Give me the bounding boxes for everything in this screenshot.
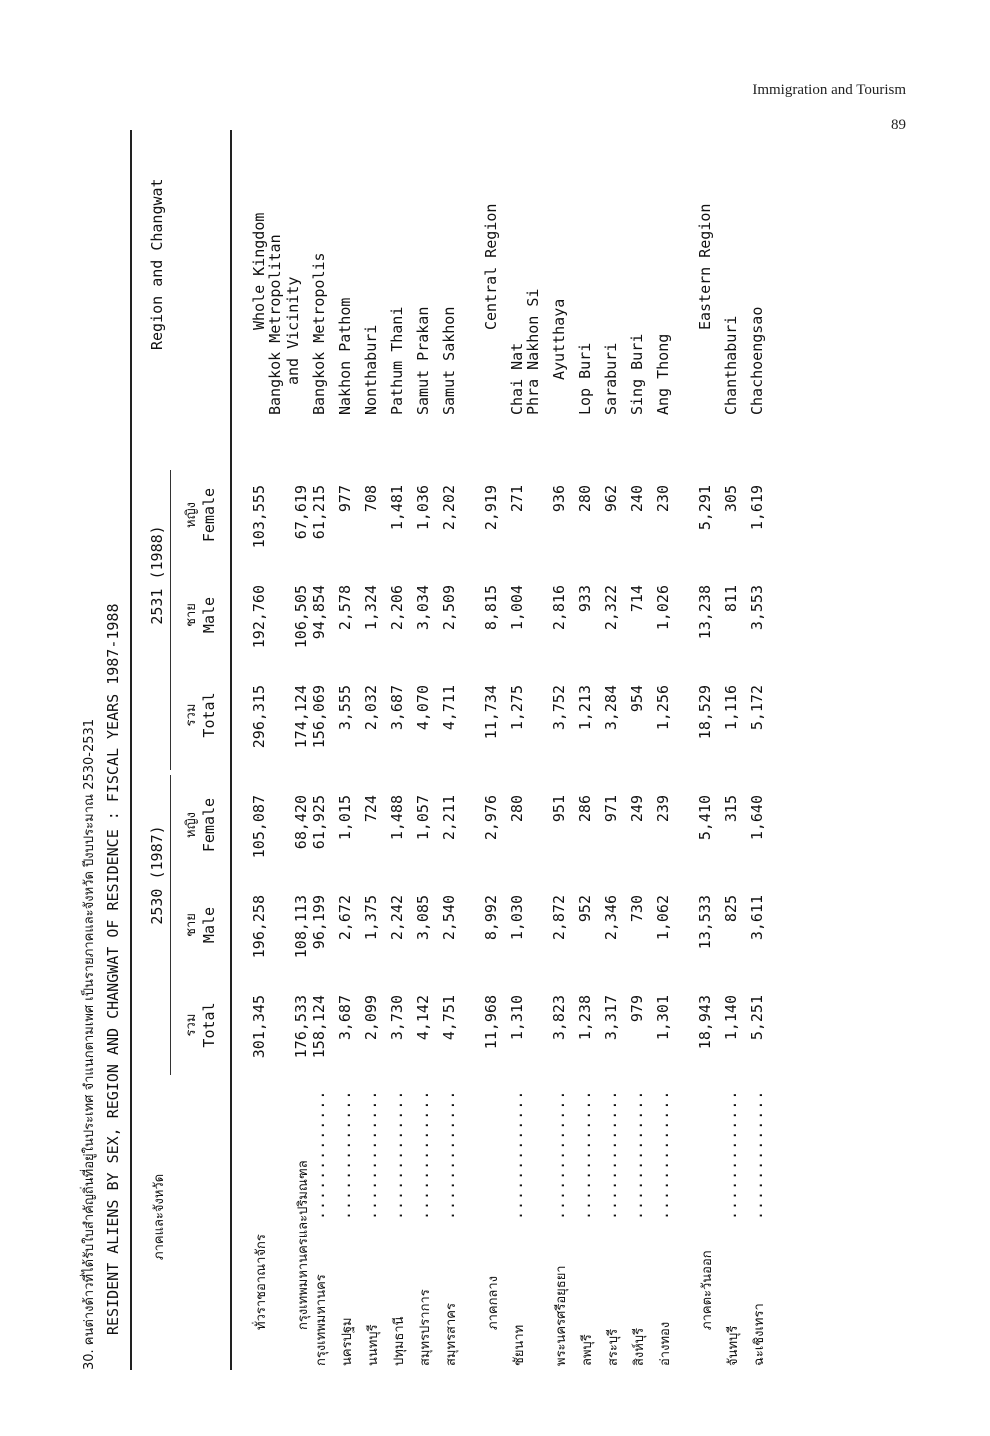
cell-female-1987: 105,087	[250, 795, 268, 859]
cell-total-1987: 5,251	[748, 995, 766, 1041]
row-label-thai: นครปฐม	[340, 1317, 355, 1366]
cell-female-1987: 1,640	[748, 795, 766, 841]
row-label-english: Phra Nakhon Si	[524, 288, 542, 415]
leader-dots: .............	[550, 1089, 568, 1220]
row-label-thai: สมุทรปราการ	[418, 1289, 433, 1366]
row-label-thai: ภาคกลาง	[486, 1275, 501, 1330]
row-label-english: Chachoengsao	[748, 306, 766, 415]
row-label-thai: ปทุมธานี	[392, 1316, 407, 1366]
cell-total-1987: 301,345	[250, 995, 268, 1059]
cell-total-1988: 3,752	[550, 685, 568, 731]
header-bottom-rule	[230, 130, 232, 1370]
leader-dots: .............	[628, 1089, 646, 1220]
col-header-total-1987: Total	[200, 1002, 218, 1048]
section-title: Immigration and Tourism	[752, 82, 906, 98]
cell-total-1987: 979	[628, 995, 646, 1023]
cell-total-1987: 4,751	[440, 995, 458, 1041]
row-label-english: Nakhon Pathom	[336, 297, 354, 415]
leader-dots: .............	[576, 1089, 594, 1220]
col-header-region-thai: ภาคและจังหวัด	[152, 1173, 167, 1260]
cell-male-1988: 2,816	[550, 585, 568, 631]
cell-male-1988: 3,034	[414, 585, 432, 631]
row-label-english: Chai Nat	[508, 342, 526, 415]
row-label-english: Pathum Thani	[388, 306, 406, 415]
cell-total-1988: 3,555	[336, 685, 354, 731]
cell-total-1987: 3,687	[336, 995, 354, 1041]
leader-dots: .............	[388, 1089, 406, 1220]
cell-total-1987: 18,943	[696, 995, 714, 1050]
cell-female-1988: 271	[508, 485, 526, 513]
cell-male-1988: 3,553	[748, 585, 766, 631]
cell-male-1988: 192,760	[250, 585, 268, 649]
row-label-english: Saraburi	[602, 342, 620, 415]
cell-total-1988: 18,529	[696, 685, 714, 740]
cell-female-1988: 280	[576, 485, 594, 513]
col-header-male-1987: Male	[200, 906, 218, 944]
row-label-english: Ang Thong	[654, 333, 672, 415]
cell-female-1987: 315	[722, 795, 740, 823]
leader-dots: .............	[508, 1089, 526, 1220]
cell-total-1988: 1,213	[576, 685, 594, 731]
leader-dots: .............	[440, 1089, 458, 1220]
year-header-1988: 2531 (1988)	[148, 525, 166, 625]
col-header-total-1988-thai: รวม	[184, 703, 199, 727]
cell-female-1987: 2,976	[482, 795, 500, 841]
cell-male-1988: 94,854	[310, 585, 328, 640]
cell-male-1987: 1,030	[508, 895, 526, 941]
cell-male-1987: 13,533	[696, 895, 714, 950]
cell-total-1988: 4,711	[440, 685, 458, 731]
cell-male-1988: 1,026	[654, 585, 672, 631]
col-header-female-1987-thai: หญิง	[184, 812, 199, 838]
cell-female-1987: 971	[602, 795, 620, 823]
row-label-english: Bangkok Metropolis	[310, 252, 328, 415]
cell-male-1987: 2,872	[550, 895, 568, 941]
cell-female-1988: 61,215	[310, 485, 328, 540]
col-header-male-1988: Male	[200, 596, 218, 634]
cell-male-1987: 2,346	[602, 895, 620, 941]
cell-total-1987: 2,099	[362, 995, 380, 1041]
cell-total-1988: 3,687	[388, 685, 406, 731]
leader-dots: .............	[362, 1089, 380, 1220]
cell-male-1988: 13,238	[696, 585, 714, 640]
cell-female-1987: 1,057	[414, 795, 432, 841]
cell-total-1987: 4,142	[414, 995, 432, 1041]
row-label-english: Whole Kingdom	[250, 212, 268, 330]
cell-female-1987: 5,410	[696, 795, 714, 841]
cell-female-1988: 5,291	[696, 485, 714, 531]
cell-female-1988: 305	[722, 485, 740, 513]
cell-total-1988: 3,284	[602, 685, 620, 731]
year-header-1987: 2530 (1987)	[148, 825, 166, 925]
cell-male-1988: 2,509	[440, 585, 458, 631]
cell-total-1987: 3,730	[388, 995, 406, 1041]
cell-male-1988: 811	[722, 585, 740, 613]
page-number: 89	[891, 117, 906, 133]
table-top-rule	[130, 130, 132, 1370]
cell-total-1988: 5,172	[748, 685, 766, 731]
cell-total-1988: 1,275	[508, 685, 526, 731]
cell-male-1987: 196,258	[250, 895, 268, 959]
cell-male-1988: 1,004	[508, 585, 526, 631]
cell-male-1987: 3,611	[748, 895, 766, 941]
cell-total-1988: 1,256	[654, 685, 672, 731]
leader-dots: .............	[722, 1089, 740, 1220]
cell-female-1987: 239	[654, 795, 672, 823]
cell-total-1987: 158,124	[310, 995, 328, 1059]
cell-female-1988: 977	[336, 485, 354, 513]
col-header-female-1988-thai: หญิง	[184, 502, 199, 528]
cell-male-1987: 2,540	[440, 895, 458, 941]
row-label-english: Lop Buri	[576, 342, 594, 415]
cell-female-1987: 1,488	[388, 795, 406, 841]
row-label-english: Eastern Region	[696, 203, 714, 330]
cell-female-1987: 724	[362, 795, 380, 823]
cell-total-1988: 11,734	[482, 685, 500, 740]
col-header-total-1988: Total	[200, 692, 218, 738]
col-header-male-1987-thai: ชาย	[184, 913, 199, 937]
leader-dots: .............	[654, 1089, 672, 1220]
cell-female-1987: 249	[628, 795, 646, 823]
cell-male-1987: 730	[628, 895, 646, 923]
cell-total-1988: 4,070	[414, 685, 432, 731]
row-label-thai: สิงห์บุรี	[632, 1327, 647, 1366]
col-header-male-1988-thai: ชาย	[184, 603, 199, 627]
cell-male-1987: 3,085	[414, 895, 432, 941]
row-label-english-cont: Ayutthaya	[550, 298, 568, 380]
leader-dots: .............	[310, 1089, 328, 1220]
row-label-english: Nonthaburi	[362, 324, 380, 415]
cell-female-1987: 61,925	[310, 795, 328, 850]
cell-male-1987: 952	[576, 895, 594, 923]
row-label-thai: กรุงเทพมหานคร	[314, 1274, 329, 1366]
cell-female-1988: 2,919	[482, 485, 500, 531]
cell-male-1987: 8,992	[482, 895, 500, 941]
row-label-thai: ภาคตะวันออก	[700, 1250, 715, 1330]
row-label-thai: สระบุรี	[606, 1328, 621, 1366]
cell-female-1988: 1,036	[414, 485, 432, 531]
row-label-english: Samut Sakhon	[440, 306, 458, 415]
cell-female-1987: 2,211	[440, 795, 458, 841]
cell-female-1988: 67,619	[292, 485, 310, 540]
cell-female-1987: 68,420	[292, 795, 310, 850]
cell-male-1988: 714	[628, 585, 646, 613]
row-label-thai: นนทบุรี	[366, 1324, 381, 1366]
cell-male-1988: 106,505	[292, 585, 310, 649]
year-rule-1987	[170, 775, 171, 1075]
row-label-thai: พระนครศรีอยุธยา	[554, 1265, 569, 1366]
cell-female-1988: 103,555	[250, 485, 268, 549]
cell-male-1987: 2,242	[388, 895, 406, 941]
row-label-thai: สมุทรสาคร	[444, 1303, 459, 1366]
cell-male-1988: 2,206	[388, 585, 406, 631]
cell-female-1987: 286	[576, 795, 594, 823]
col-header-female-1987: Female	[200, 797, 218, 853]
cell-total-1988: 296,315	[250, 685, 268, 749]
cell-total-1988: 1,116	[722, 685, 740, 731]
cell-female-1987: 951	[550, 795, 568, 823]
rotated-table-page	[70, 70, 950, 1370]
row-label-english: Central Region	[482, 203, 500, 330]
cell-female-1987: 280	[508, 795, 526, 823]
cell-female-1988: 230	[654, 485, 672, 513]
leader-dots: .............	[336, 1089, 354, 1220]
cell-female-1988: 240	[628, 485, 646, 513]
cell-total-1988: 954	[628, 685, 646, 713]
cell-male-1988: 8,815	[482, 585, 500, 631]
row-label-thai: กรุงเทพมหานครและปริมณฑล	[296, 1160, 311, 1330]
cell-male-1987: 2,672	[336, 895, 354, 941]
cell-male-1987: 825	[722, 895, 740, 923]
row-label-english-cont: and Vicinity	[284, 276, 302, 385]
cell-female-1988: 1,481	[388, 485, 406, 531]
row-label-english: Samut Prakan	[414, 306, 432, 415]
cell-total-1987: 3,823	[550, 995, 568, 1041]
cell-total-1988: 174,124	[292, 685, 310, 749]
cell-male-1988: 1,324	[362, 585, 380, 631]
cell-female-1988: 2,202	[440, 485, 458, 531]
cell-total-1987: 1,140	[722, 995, 740, 1041]
cell-female-1988: 936	[550, 485, 568, 513]
row-label-english: Bangkok Metropolitan	[266, 234, 284, 415]
cell-total-1987: 3,317	[602, 995, 620, 1041]
cell-total-1987: 1,301	[654, 995, 672, 1041]
row-label-thai: อ่างทอง	[658, 1321, 673, 1366]
col-header-total-1987-thai: รวม	[184, 1013, 199, 1037]
cell-total-1987: 1,310	[508, 995, 526, 1041]
cell-male-1987: 96,199	[310, 895, 328, 950]
cell-male-1987: 1,062	[654, 895, 672, 941]
row-label-english: Chanthaburi	[722, 315, 740, 415]
cell-total-1988: 2,032	[362, 685, 380, 731]
cell-male-1988: 933	[576, 585, 594, 613]
cell-male-1988: 2,322	[602, 585, 620, 631]
row-label-thai: ทั่วราชอาณาจักร	[254, 1234, 269, 1330]
leader-dots: .............	[414, 1089, 432, 1220]
row-label-thai: ฉะเชิงเทรา	[752, 1303, 767, 1366]
cell-female-1988: 708	[362, 485, 380, 513]
cell-total-1987: 1,238	[576, 995, 594, 1041]
cell-male-1987: 108,113	[292, 895, 310, 959]
cell-female-1988: 962	[602, 485, 620, 513]
cell-total-1987: 11,968	[482, 995, 500, 1050]
row-label-thai: จันทบุรี	[726, 1325, 741, 1366]
col-header-region-english: Region and Changwat	[148, 178, 166, 350]
cell-male-1987: 1,375	[362, 895, 380, 941]
table-title-thai: 30. คนต่างด้าวที่ได้รับใบสำคัญถิ่นที่อยู่ในประเทศ จำแนกตามเพศ เป็นรายภาคและจังหวัด ปีงบประมาณ 2530-2531	[82, 718, 97, 1370]
cell-total-1987: 176,533	[292, 995, 310, 1059]
row-label-thai: ชัยนาท	[512, 1324, 527, 1366]
leader-dots: .............	[748, 1089, 766, 1220]
cell-total-1988: 156,069	[310, 685, 328, 749]
cell-male-1988: 2,578	[336, 585, 354, 631]
table-title-english: RESIDENT ALIENS BY SEX, REGION AND CHANGWAT OF RESIDENCE : FISCAL YEARS 1987-1988	[104, 603, 122, 1335]
col-header-female-1988: Female	[200, 487, 218, 543]
year-rule-1988	[170, 470, 171, 770]
cell-female-1988: 1,619	[748, 485, 766, 531]
row-label-thai: ลพบุรี	[580, 1334, 595, 1366]
leader-dots: .............	[602, 1089, 620, 1220]
cell-female-1987: 1,015	[336, 795, 354, 841]
row-label-english: Sing Buri	[628, 333, 646, 415]
